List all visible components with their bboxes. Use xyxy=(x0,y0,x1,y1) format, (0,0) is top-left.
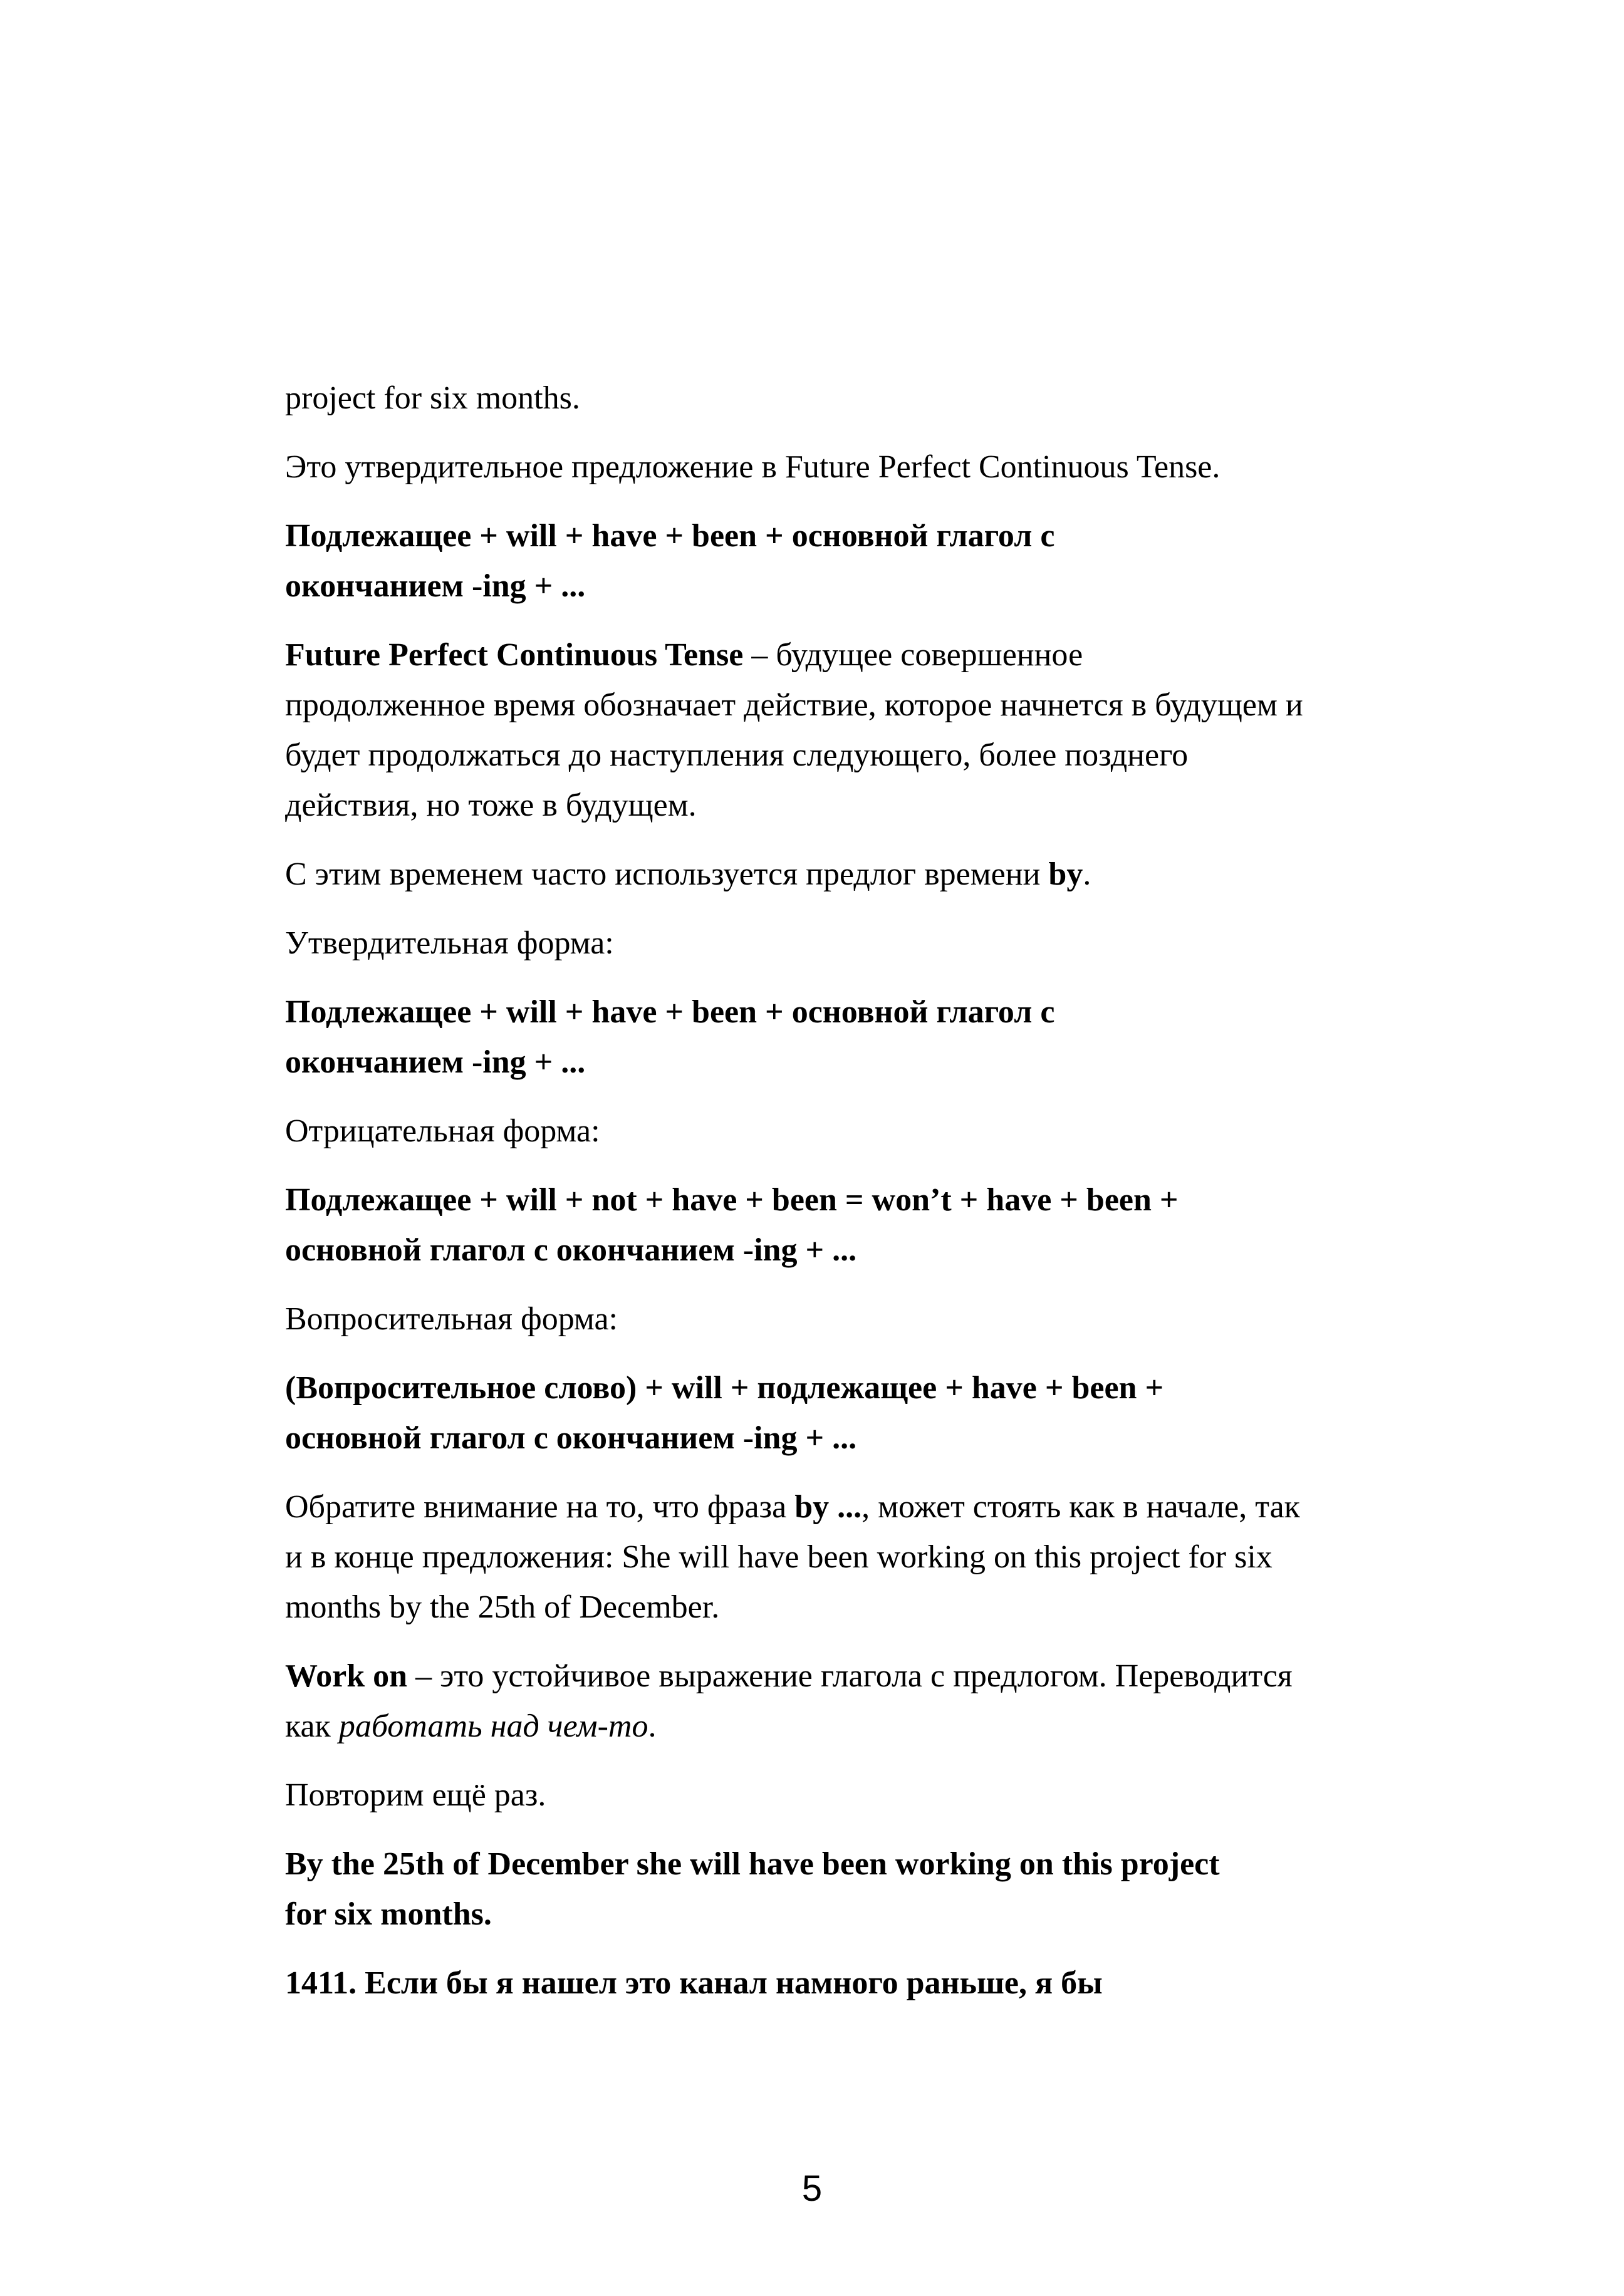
paragraph-tense-note xyxy=(285,442,1538,492)
text-run: Вопросительная форма: xyxy=(285,1301,618,1337)
exercise-1411-heading xyxy=(285,1958,1538,2008)
text-run: months by the 25th of December. xyxy=(285,1589,720,1625)
paragraph-work-on-note xyxy=(285,1651,1538,1752)
text-run: . xyxy=(648,1708,657,1744)
bold-run: Future Perfect Continuous Tense xyxy=(285,637,744,673)
text-run: продолженное время обозначает действие, которое начнется в будущем и xyxy=(285,687,1303,723)
text-run: . xyxy=(1083,856,1091,892)
bold-run: By the 25th of December she will have been working on this project xyxy=(285,1846,1220,1882)
italic-run: работать над чем-то xyxy=(338,1708,648,1744)
text-run: как xyxy=(285,1708,339,1744)
bold-run: основной глагол с окончанием -ing + ... xyxy=(285,1420,857,1456)
text-run: действия, но тоже в будущем. xyxy=(285,787,697,823)
paragraph-definition xyxy=(285,630,1538,831)
label-interrogative-form xyxy=(285,1294,1538,1344)
text-run: Обратите внимание на то, что фраза xyxy=(285,1489,795,1525)
text-run: будет продолжаться до наступления следующего, более позднего xyxy=(285,737,1189,773)
bold-run: by xyxy=(1048,856,1083,892)
text-run: С этим временем часто используется предлог времени xyxy=(285,856,1049,892)
page-number: 5 xyxy=(801,2168,823,2209)
text-run: Это утвердительное предложение в Future Perfect Continuous Tense. xyxy=(285,449,1221,485)
formula-interrogative xyxy=(285,1363,1538,1463)
label-negative-form xyxy=(285,1106,1538,1156)
paragraph-continuation xyxy=(285,373,1538,423)
example-sentence xyxy=(285,1839,1538,1940)
formula-affirmative-repeat xyxy=(285,987,1538,1088)
text-run: и в конце предложения: She will have been working on this project for six xyxy=(285,1539,1273,1575)
paragraph-repeat xyxy=(285,1770,1538,1821)
bold-run: основной глагол с окончанием -ing + ... xyxy=(285,1232,857,1268)
bold-run: (Вопросительное слово) + will + подлежащее + have + been + xyxy=(285,1370,1164,1406)
text-run: – это устойчивое выражение глагола с предлогом. Переводится xyxy=(407,1658,1293,1694)
formula-negative xyxy=(285,1175,1538,1275)
text-run: Утвердительная форма: xyxy=(285,925,614,961)
text-run: Повторим ещё раз. xyxy=(285,1777,546,1813)
bold-run: Подлежащее + will + not + have + been = won’t + have + been + xyxy=(285,1182,1179,1218)
bold-run: Подлежащее + will + have + been + основной глагол с xyxy=(285,994,1055,1030)
bold-run: окончанием -ing + ... xyxy=(285,1044,586,1080)
bold-run: 1411. Если бы я нашел это канал намного раньше, я бы xyxy=(285,1965,1103,2001)
bold-run: Подлежащее + will + have + been + основной глагол с xyxy=(285,518,1055,554)
page-content xyxy=(285,373,1538,2027)
text-run: project for six months. xyxy=(285,380,580,416)
bold-run: for six months. xyxy=(285,1896,492,1932)
text-run: , может стоять как в начале, так xyxy=(861,1489,1300,1525)
paragraph-by-position-note xyxy=(285,1482,1538,1633)
formula-affirmative xyxy=(285,511,1538,611)
bold-run: окончанием -ing + ... xyxy=(285,568,586,604)
text-run: Отрицательная форма: xyxy=(285,1113,600,1149)
bold-run: by ... xyxy=(794,1489,862,1525)
label-affirmative-form xyxy=(285,918,1538,969)
bold-run: Work on xyxy=(285,1658,408,1694)
text-run: – будущее совершенное xyxy=(743,637,1083,673)
paragraph-by-note xyxy=(285,849,1538,900)
